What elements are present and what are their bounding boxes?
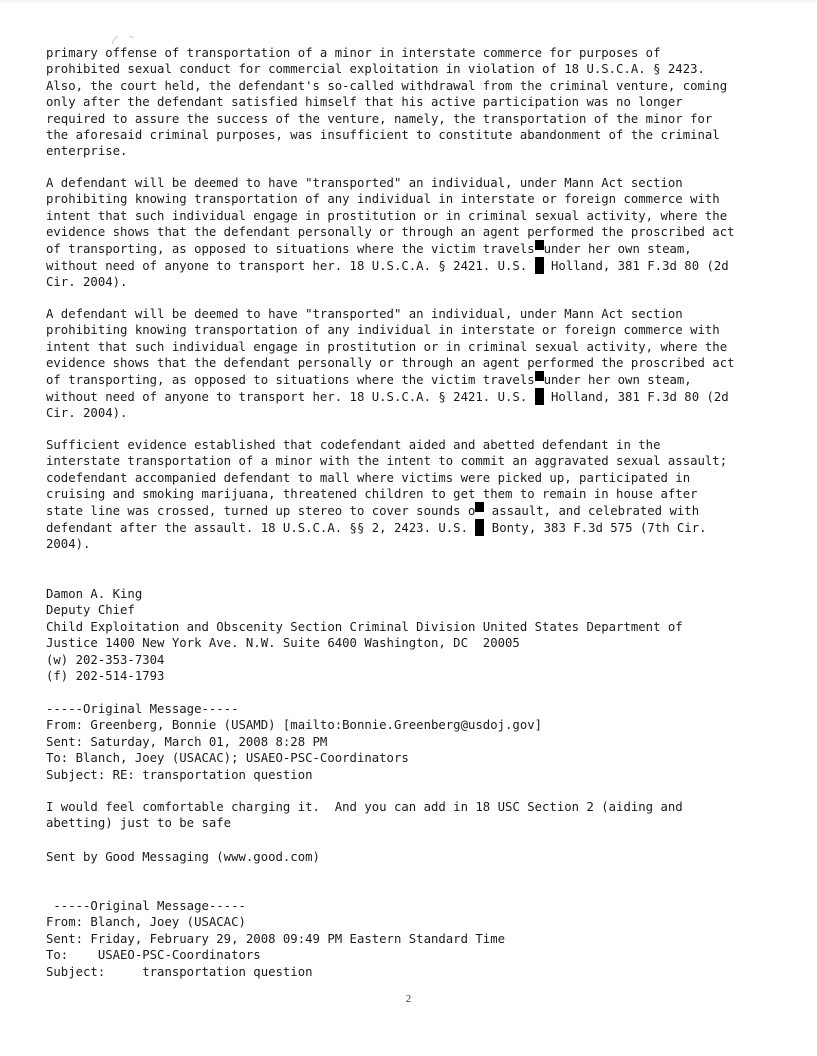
- original-message-divider: -----Original Message-----: [46, 899, 246, 913]
- text-segment: of transporting, as opposed to situations where the victim travels: [46, 372, 535, 387]
- text-segment: without need of anyone to transport her. 18 U.S.C.A. § 2421. U.S.: [46, 390, 535, 405]
- text-line: evidence shows that the defendant personally or through an agent performed the proscribed act: [46, 225, 735, 240]
- scan-edge: [0, 0, 817, 4]
- text-line: A defendant will be deemed to have "transported" an individual, under Mann Act section: [46, 307, 683, 321]
- email-sent: Sent: Saturday, March 01, 2008 8:28 PM: [46, 734, 328, 749]
- text-line: primary offense of transportation of a minor in interstate commerce for purposes of: [46, 46, 661, 60]
- text-line: only after the defendant satisfied himself that his active participation was no longer: [46, 95, 683, 110]
- text-line: enterprise.: [46, 144, 128, 159]
- paragraph-4: [46, 437, 806, 553]
- text-line: Cir. 2004).: [46, 275, 128, 290]
- text-line: [46, 503, 806, 519]
- redaction-mark: [475, 502, 484, 512]
- signer-phone-fax: (f) 202-514-1793: [46, 669, 165, 684]
- text-line: [46, 257, 806, 274]
- email-1-footer: [46, 849, 806, 865]
- text-line: prohibited sexual conduct for commercial exploitation in violation of 18 U.S.C.A. § 2423.: [46, 62, 705, 77]
- text-segment: Holland, 381 F.3d 80 (2d: [543, 390, 729, 405]
- redaction-block: [535, 388, 544, 405]
- redaction-block: [535, 257, 544, 274]
- email-sent: Sent: Friday, February 29, 2008 09:49 PM Eastern Standard Time: [46, 931, 506, 946]
- email-2-header: [46, 898, 806, 980]
- text-segment: defendant after the assault. 18 U.S.C.A. §§ 2, 2423. U.S.: [46, 521, 476, 536]
- text-line: Cir. 2004).: [46, 406, 128, 421]
- text-line: codefendant accompanied defendant to mall where victims were picked up, participated in: [46, 470, 691, 485]
- text-line: [46, 388, 806, 405]
- text-line: Also, the court held, the defendant's so-called withdrawal from the criminal venture, coming: [46, 78, 728, 93]
- text-line: prohibiting knowing transportation of any individual in interstate or foreign commerce with: [46, 192, 720, 207]
- redaction-mark: [535, 371, 544, 381]
- email-from: From: Blanch, Joey (USACAC): [46, 915, 246, 930]
- signer-title: Deputy Chief: [46, 603, 135, 618]
- text-segment: under her own steam,: [543, 372, 692, 387]
- text-line: I would feel comfortable charging it. And you can add in 18 USC Section 2 (aiding and: [46, 800, 683, 814]
- sent-by-line: Sent by Good Messaging (www.good.com): [46, 850, 320, 864]
- paragraph-1: [46, 45, 806, 160]
- signature-block: [46, 586, 806, 684]
- email-subject: Subject: RE: transportation question: [46, 767, 313, 782]
- text-line: required to assure the success of the venture, namely, the transportation of the minor for: [46, 111, 713, 126]
- text-line: evidence shows that the defendant personally or through an agent performed the proscribed act: [46, 356, 735, 371]
- text-line: [46, 241, 806, 257]
- email-1-header: [46, 701, 806, 783]
- text-line: abetting) just to be safe: [46, 816, 232, 831]
- text-line: Sufficient evidence established that codefendant aided and abetted defendant in the: [46, 438, 661, 452]
- text-line: intent that such individual engage in prostitution or in criminal sexual activity, where the: [46, 208, 728, 223]
- signer-organization: Child Exploitation and Obscenity Section Criminal Division United States Department of: [46, 619, 683, 634]
- text-segment: assault, and celebrated with: [484, 503, 700, 518]
- text-segment: without need of anyone to transport her. 18 U.S.C.A. § 2421. U.S.: [46, 259, 535, 274]
- text-line: prohibiting knowing transportation of any individual in interstate or foreign commerce with: [46, 323, 720, 338]
- email-from: From: Greenberg, Bonnie (USAMD) [mailto:Bonnie.Greenberg@usdoj.gov]: [46, 718, 543, 733]
- scan-artifact-mark: [100, 32, 140, 46]
- email-1-body: [46, 799, 806, 832]
- text-segment: under her own steam,: [543, 241, 692, 256]
- page-number: 2: [405, 993, 412, 1005]
- text-line: interstate transportation of a minor with the intent to commit an aggravated sexual assault;: [46, 454, 728, 469]
- text-segment: of transporting, as opposed to situations where the victim travels: [46, 241, 535, 256]
- signer-name: Damon A. King: [46, 587, 143, 601]
- redaction-mark: [535, 240, 544, 250]
- text-line: the aforesaid criminal purposes, was insufficient to constitute abandonment of the criminal: [46, 128, 720, 143]
- text-line: 2004).: [46, 537, 91, 552]
- paragraph-2: [46, 175, 806, 291]
- signer-phone-work: (w) 202-353-7304: [46, 652, 165, 667]
- email-subject: Subject: transportation question: [46, 964, 313, 979]
- text-line: cruising and smoking marijuana, threatened children to get them to remain in house after: [46, 487, 698, 502]
- text-line: [46, 519, 806, 536]
- text-segment: Holland, 381 F.3d 80 (2d: [543, 259, 729, 274]
- paragraph-3: [46, 306, 806, 422]
- email-to: To: Blanch, Joey (USACAC); USAEO-PSC-Coordinators: [46, 751, 409, 766]
- text-line: [46, 372, 806, 388]
- email-to: To: USAEO-PSC-Coordinators: [46, 948, 261, 963]
- text-segment: state line was crossed, turned up stereo to cover sounds o: [46, 503, 476, 518]
- original-message-divider: -----Original Message-----: [46, 702, 239, 716]
- text-segment: Bonty, 383 F.3d 575 (7th Cir.: [484, 521, 707, 536]
- signer-address: Justice 1400 New York Ave. N.W. Suite 6400 Washington, DC 20005: [46, 636, 520, 651]
- text-line: A defendant will be deemed to have "transported" an individual, under Mann Act section: [46, 176, 683, 190]
- text-line: intent that such individual engage in prostitution or in criminal sexual activity, where the: [46, 339, 728, 354]
